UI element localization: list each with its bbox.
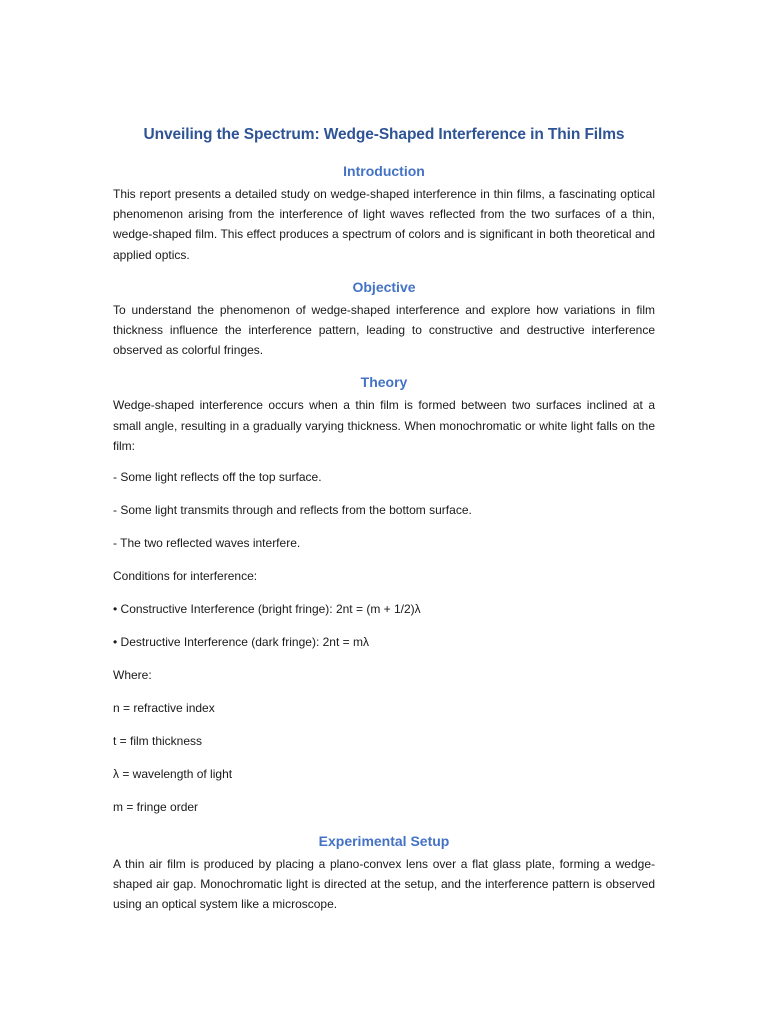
section-introduction <box>113 160 655 265</box>
theory-line-refractive-index: n = refractive index <box>113 701 215 716</box>
section-theory <box>113 371 655 817</box>
heading-theory: Theory <box>360 374 408 391</box>
document-page <box>113 124 655 926</box>
theory-line-waves-interfere: - The two reflected waves interfere. <box>113 536 301 551</box>
document-title: Unveiling the Spectrum: Wedge-Shaped Interference in Thin Films <box>143 126 625 143</box>
setup-paragraph: A thin air film is produced by placing a plano-convex lens over a flat glass plate, forming a wedge-shaped air gap. Monochromatic light is directed at the setup, and the interference pattern is observed using an optical system like a microscope. <box>113 857 655 912</box>
heading-introduction: Introduction <box>343 163 425 179</box>
theory-line-destructive: • Destructive Interference (dark fringe): 2nt = mλ <box>113 635 369 650</box>
section-experimental-setup <box>113 830 655 915</box>
introduction-paragraph: This report presents a detailed study on wedge-shaped interference in thin films, a fascinating optical phenomenon arising from the interference of light waves reflected from the two surfaces of a thin, wedge-shaped film. This effect produces a spectrum of colors and is significant in both theoretical and applied optics. <box>113 187 655 262</box>
heading-objective: Objective <box>352 278 416 295</box>
theory-line-fringe-order: m = fringe order <box>113 800 199 815</box>
theory-line-film-thickness: t = film thickness <box>113 734 203 749</box>
theory-line-conditions: Conditions for interference: <box>113 569 258 584</box>
theory-line-where: Where: <box>113 668 152 683</box>
theory-line-wavelength: λ = wavelength of light <box>113 767 233 782</box>
theory-intro-paragraph: Wedge-shaped interference occurs when a thin film is formed between two surfaces inclined at a small angle, resulting in a gradually varying thickness. When monochromatic or white light falls on the film: <box>113 398 655 453</box>
theory-line-constructive: • Constructive Interference (bright fringe): 2nt = (m + 1/2)λ <box>113 602 421 617</box>
objective-paragraph: To understand the phenomenon of wedge-shaped interference and explore how variations in film thickness influence the interference pattern, leading to constructive and destructive interference observed as colorful fringes. <box>113 302 655 358</box>
theory-line-bottom-reflection: - Some light transmits through and reflects from the bottom surface. <box>113 503 472 518</box>
theory-line-top-reflection: - Some light reflects off the top surface. <box>113 470 322 485</box>
section-objective <box>113 276 655 361</box>
heading-experimental-setup: Experimental Setup <box>318 833 450 850</box>
